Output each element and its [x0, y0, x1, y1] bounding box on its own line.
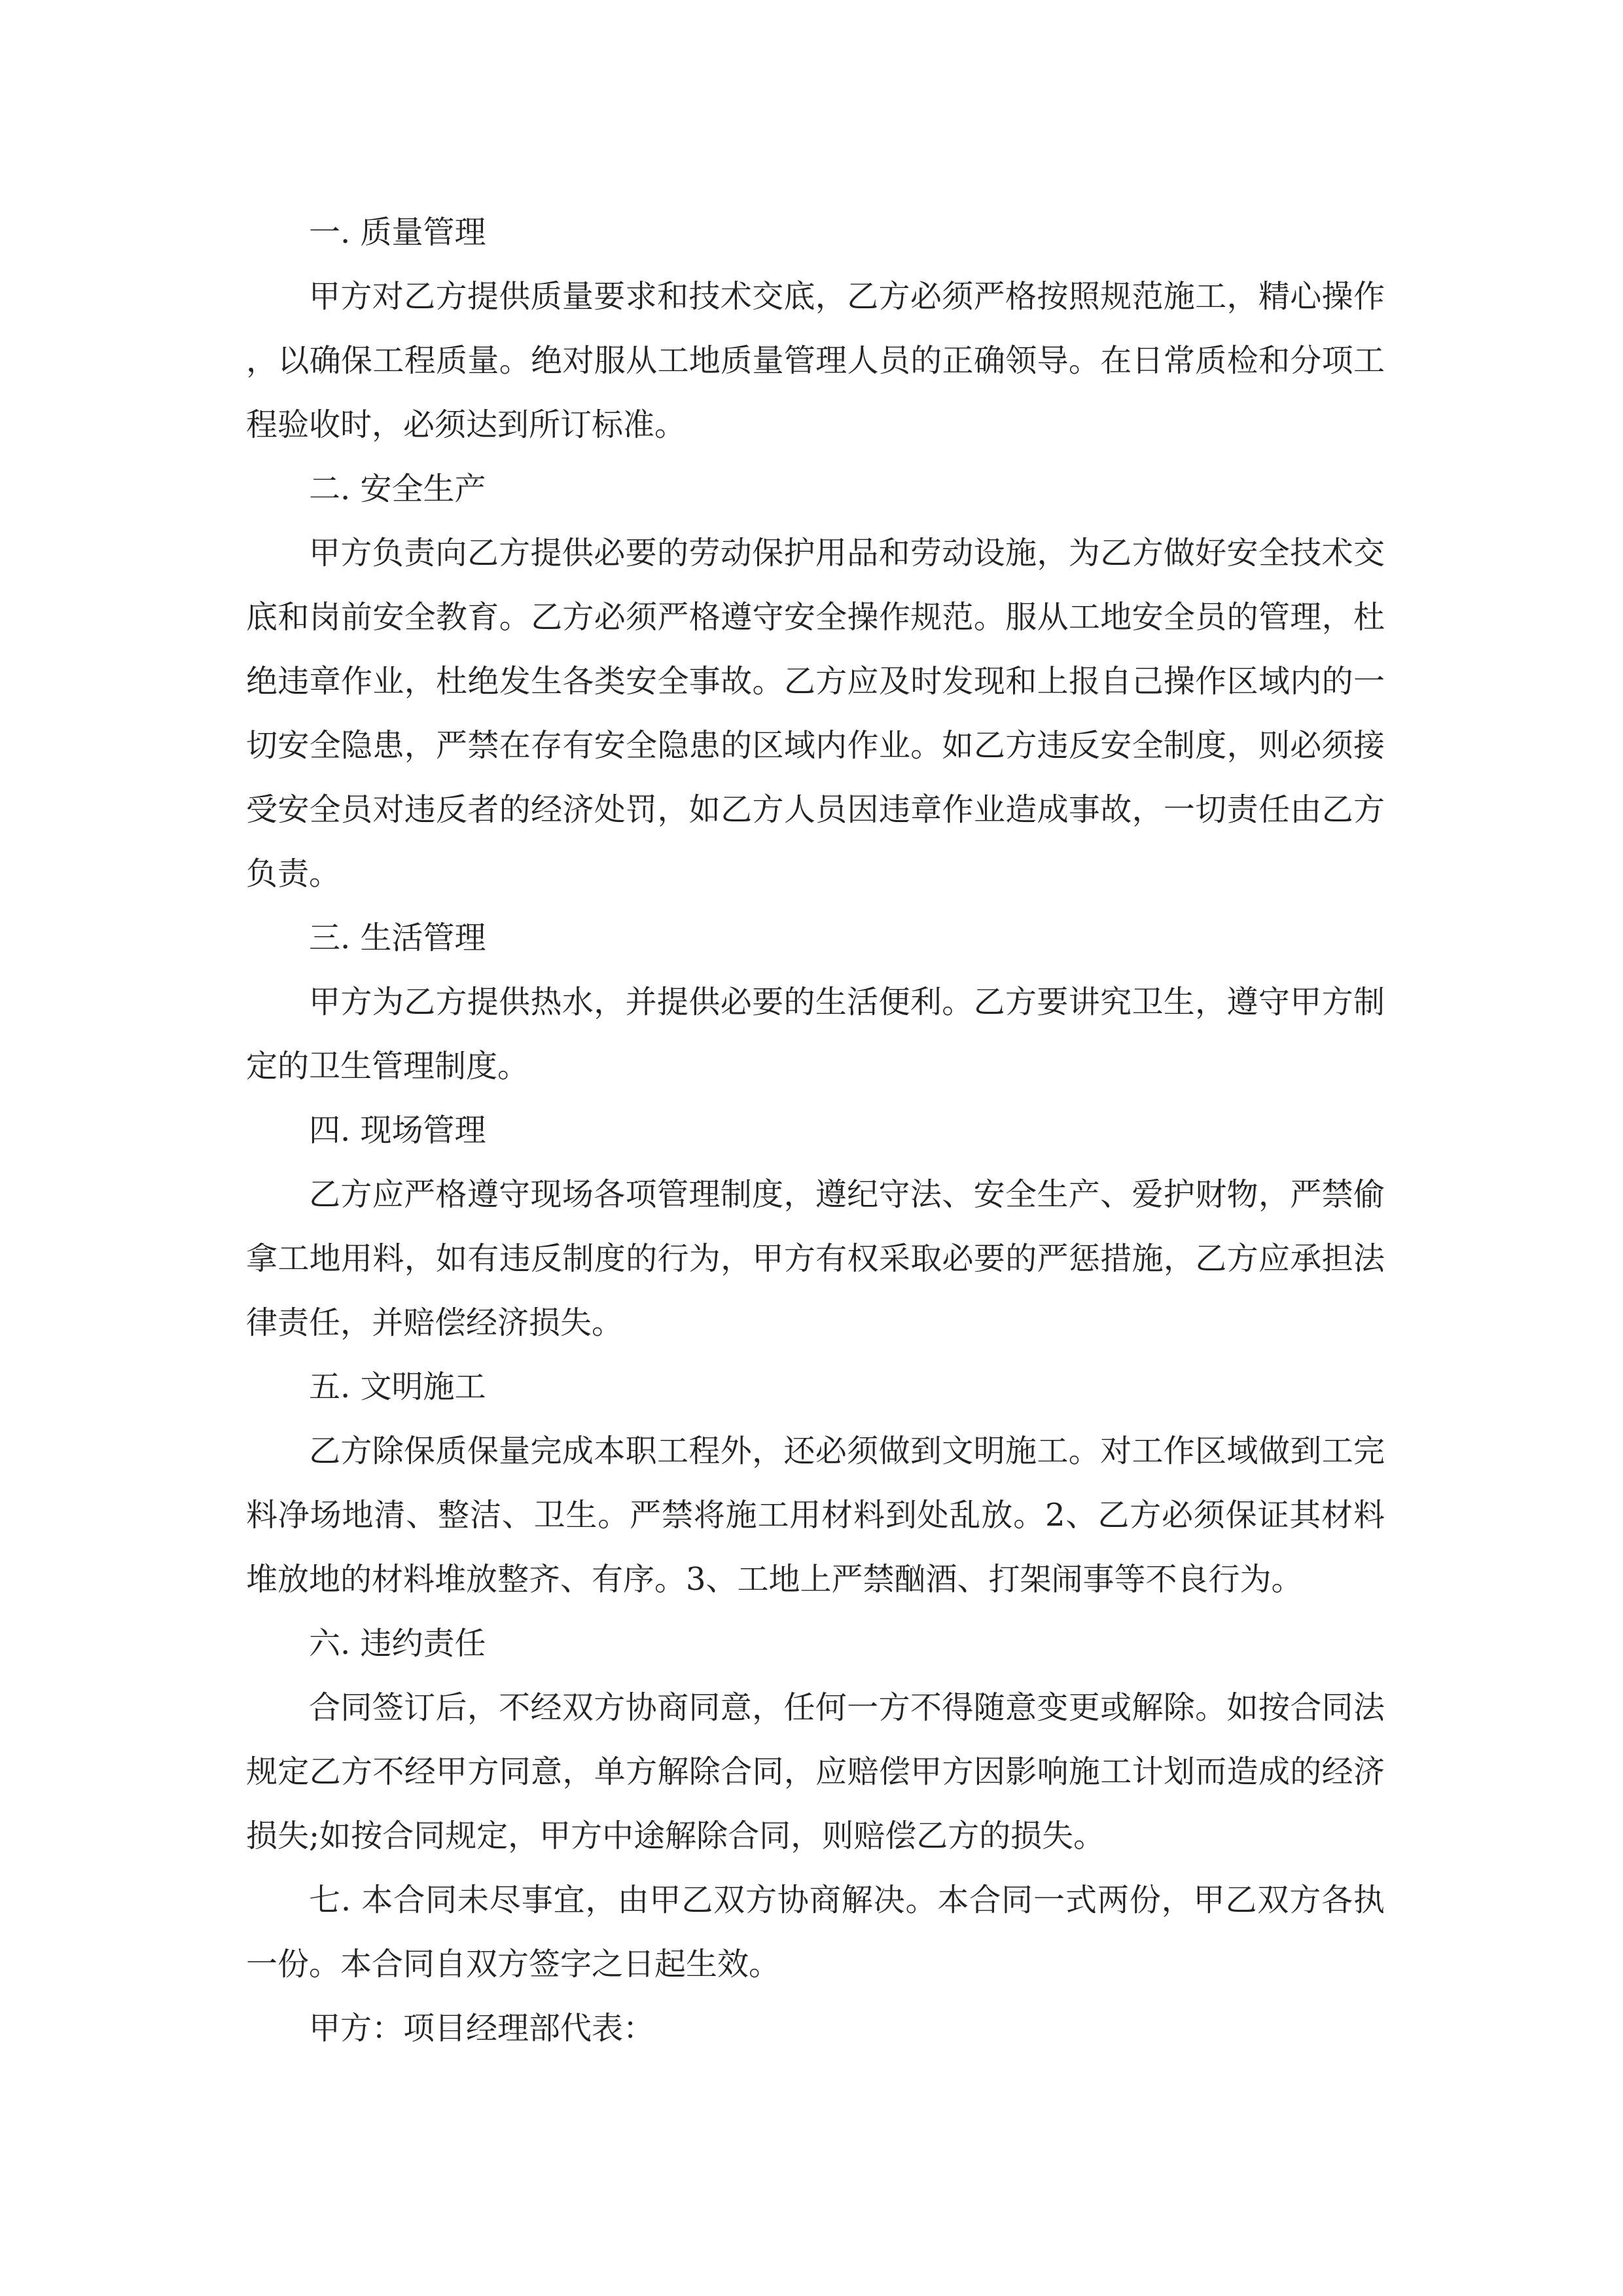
paragraph-living-management: 甲方为乙方提供热水，并提供必要的生活便利。乙方要讲究卫生，遵守甲方制定的卫生管理制度。 — [246, 984, 1385, 1085]
paragraph-other-matters: 七. 本合同未尽事宜，由甲乙双方协商解决。本合同一式两份，甲乙双方各执一份。本合同自双方签字之日起生效。 — [246, 1882, 1385, 1982]
heading-site-management: 四. 现场管理 — [309, 1112, 486, 1149]
document-body — [246, 200, 1385, 2060]
paragraph-civilized-construction: 乙方除保质保量完成本职工程外，还必须做到文明施工。对工作区域做到工完料净场地清、整洁、卫生。严禁将施工用材料到处乱放。2、乙方必须保证其材料堆放地的材料堆放整齐、有序。3、工地上严禁酗酒、打架闹事等不良行为。 — [246, 1433, 1385, 1598]
heading-living-management: 三. 生活管理 — [309, 920, 486, 956]
signature-line-party-a: 甲方：项目经理部代表： — [309, 2010, 655, 2047]
heading-safety-production: 二. 安全生产 — [309, 471, 486, 507]
heading-breach-liability: 六. 违约责任 — [309, 1625, 486, 1662]
paragraph-site-management: 乙方应严格遵守现场各项管理制度，遵纪守法、安全生产、爱护财物，严禁偷拿工地用料，如有违反制度的行为，甲方有权采取必要的严惩措施，乙方应承担法律责任，并赔偿经济损失。 — [246, 1176, 1385, 1341]
heading-quality-management: 一. 质量管理 — [309, 214, 486, 251]
paragraph-safety-production: 甲方负责向乙方提供必要的劳动保护用品和劳动设施，为乙方做好安全技术交底和岗前安全教育。乙方必须严格遵守安全操作规范。服从工地安全员的管理，杜绝违章作业，杜绝发生各类安全事故。乙方应及时发现和上报自己操作区域内的一切安全隐患，严禁在存有安全隐患的区域内作业。如乙方违反安全制度，则必须接受安全员对违反者的经济处罚，如乙方人员因违章作业造成事故，一切责任由乙方负责。 — [246, 535, 1385, 892]
paragraph-breach-liability: 合同签订后，不经双方协商同意，任何一方不得随意变更或解除。如按合同法规定乙方不经甲方同意，单方解除合同，应赔偿甲方因影响施工计划而造成的经济损失;如按合同规定，甲方中途解除合同，则赔偿乙方的损失。 — [246, 1689, 1385, 1854]
paragraph-quality-management: 甲方对乙方提供质量要求和技术交底，乙方必须严格按照规范施工，精心操作，以确保工程质量。绝对服从工地质量管理人员的正确领导。在日常质检和分项工程验收时，必须达到所订标准。 — [246, 278, 1385, 443]
heading-civilized-construction: 五. 文明施工 — [309, 1369, 486, 1405]
